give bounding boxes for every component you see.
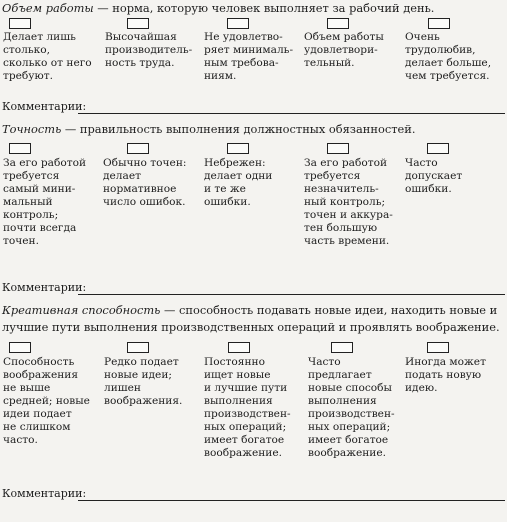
- section-heading: [2, 302, 505, 336]
- rating-checkbox[interactable]: [427, 342, 449, 353]
- rating-option-text: Часто допускает ошибки.: [405, 157, 463, 195]
- rating-option-text: Не удовлетво- ряет минималь- ным требова- ниям.: [204, 31, 294, 82]
- comment-row: [2, 100, 505, 114]
- comment-field[interactable]: [78, 283, 505, 295]
- rating-checkbox[interactable]: [127, 18, 149, 29]
- rating-option-text: Способность воображения не выше средней; новые идеи подает не слишком часто.: [3, 356, 90, 446]
- rating-checkbox[interactable]: [228, 342, 250, 353]
- rating-option-text: За его работой требуется самый мини- мальный контроль; почти всегда точен.: [3, 157, 87, 247]
- rating-option-text: Обычно точен: делает нормативное число ошибок.: [103, 157, 187, 208]
- rating-checkbox[interactable]: [9, 143, 31, 154]
- section-heading: [2, 121, 505, 138]
- rating-checkbox[interactable]: [9, 18, 31, 29]
- comment-field[interactable]: [78, 489, 505, 501]
- rating-checkbox[interactable]: [427, 143, 449, 154]
- rating-option-text: Очень трудолюбив, делает больше, чем требуется.: [405, 31, 492, 82]
- rating-option-text: За его работой требуется незначитель- ный контроль; точен и аккура- тен большую часть времени.: [304, 157, 393, 247]
- rating-checkbox[interactable]: [127, 342, 149, 353]
- rating-options: [0, 143, 507, 323]
- rating-option-text: Иногда может подать новую идею.: [405, 356, 486, 394]
- rating-checkbox[interactable]: [327, 143, 349, 154]
- comment-row: [2, 487, 505, 501]
- criterion-term: Креативная способность: [2, 303, 161, 317]
- comment-row: [2, 281, 505, 295]
- rating-checkbox[interactable]: [331, 342, 353, 353]
- rating-option-text: Объем работы удовлетвори- тельный.: [304, 31, 384, 69]
- comment-field[interactable]: [78, 102, 505, 114]
- criterion-definition: — правильность выполнения должностных обязанностей.: [61, 122, 416, 136]
- rating-option-text: Редко подает новые идеи; лишен воображения.: [104, 356, 183, 407]
- rating-checkbox[interactable]: [227, 18, 249, 29]
- criterion-term: Точность: [2, 122, 62, 136]
- criterion-definition: — способность подавать новые идеи, находить новые и лучшие пути выполнения производственных операций и проявлять воображение.: [2, 303, 500, 334]
- rating-option-text: Часто предлагает новые способы выполнения производствен- ных операций; имеет богатое воображение.: [308, 356, 395, 459]
- criterion-definition: — норма, которую человек выполняет за рабочий день.: [93, 1, 435, 15]
- rating-checkbox[interactable]: [428, 18, 450, 29]
- rating-option-text: Высочайшая производитель- ность труда.: [105, 31, 193, 69]
- comment-label: Комментарии:: [2, 281, 87, 294]
- rating-checkbox[interactable]: [227, 143, 249, 154]
- rating-checkbox[interactable]: [127, 143, 149, 154]
- rating-option-text: Небрежен: делает одни и те же ошибки.: [204, 157, 273, 208]
- rating-checkbox[interactable]: [327, 18, 349, 29]
- section-heading: [2, 0, 505, 17]
- rating-option-text: Делает лишь столько, сколько от него требуют.: [3, 31, 92, 82]
- comment-label: Комментарии:: [2, 487, 87, 500]
- criterion-term: Объем работы: [2, 1, 94, 15]
- rating-option-text: Постоянно ищет новые и лучшие пути выполнения производствен- ных операций; имеет богатое воображение.: [204, 356, 291, 459]
- comment-label: Комментарии:: [2, 100, 87, 113]
- rating-checkbox[interactable]: [9, 342, 31, 353]
